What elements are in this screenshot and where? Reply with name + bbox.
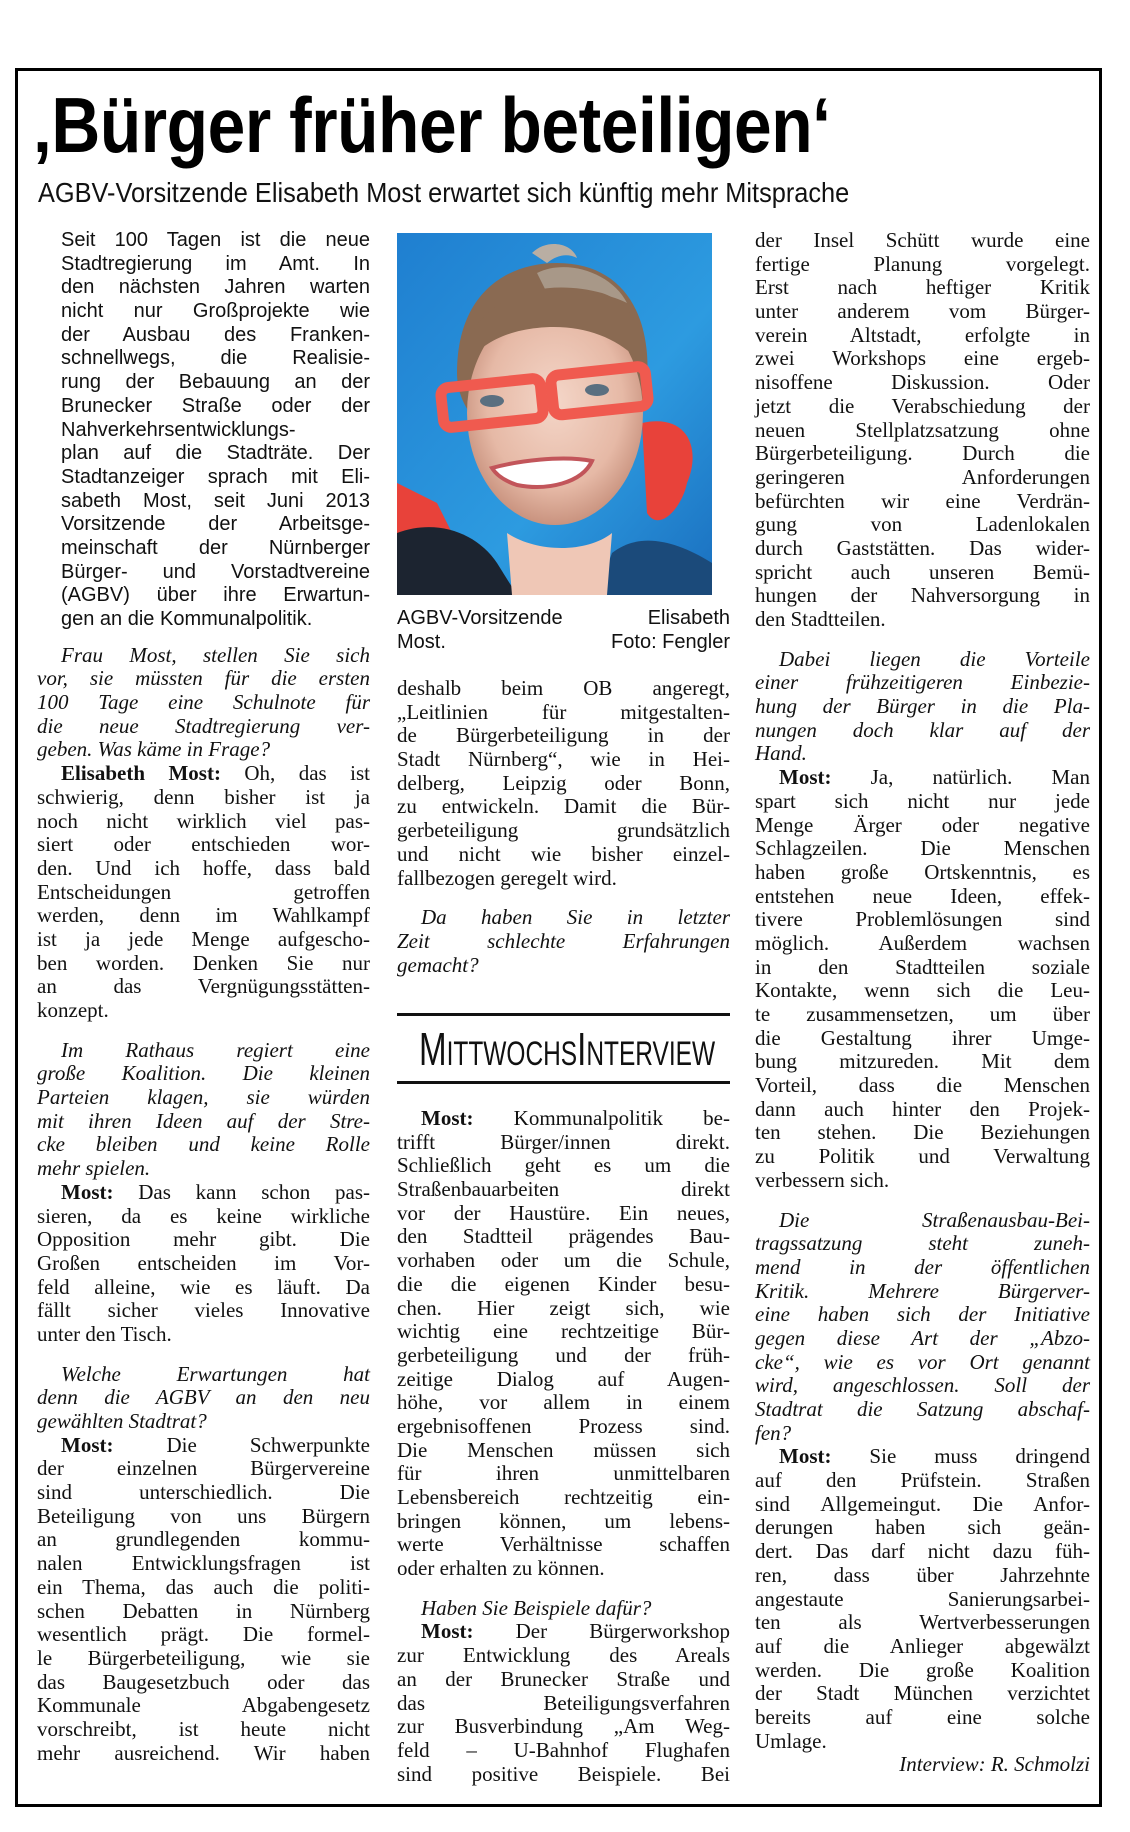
text-line: Bürger- und Vorstadtvereine [61, 560, 370, 583]
text-line: Die Menschen müssen sich [397, 1437, 730, 1462]
portrait-photo [397, 233, 712, 595]
question-7 [755, 1209, 1090, 1446]
text-line: höhe, vor allem in einem [397, 1390, 730, 1415]
text-line: haben große Ortskenntnis, es [755, 859, 1090, 884]
text-line: nicht nur Großprojekte wie [61, 300, 370, 323]
text-line: vor der Haustüre. Ein neues, [397, 1200, 730, 1225]
left-column [37, 229, 370, 1765]
text-line: delberg, Leipzig oder Bonn, [397, 770, 730, 795]
text-line: denn die AGBV an den neu [37, 1385, 370, 1410]
answer-6 [755, 766, 1090, 1192]
text-line: konzept. [37, 998, 109, 1022]
text-line: neuen Stellplatzsatzung ohne [755, 417, 1090, 442]
text-line: bereits auf eine solche [755, 1704, 1090, 1729]
answer-4 [397, 1107, 730, 1581]
speaker-label: Most: [61, 1432, 114, 1457]
text-line: Kritik. Mehrere Bürgerver- [755, 1278, 1090, 1303]
right-column [755, 229, 1090, 1777]
text-line: (AGBV) über ihre Erwartun- [61, 584, 370, 607]
kicker-label: MITTWOCHSINTERVIEW [419, 1023, 716, 1075]
text-line: für ihren unmittelbaren [397, 1461, 730, 1486]
text-line: an der Brunecker Straße und [397, 1666, 730, 1691]
text-line: hung der Bürger in die Pla- [755, 694, 1090, 719]
answer-3 [37, 1434, 370, 1766]
text-line: tragssatzung steht zuneh- [755, 1231, 1090, 1256]
answer-2 [37, 1181, 370, 1347]
text-line: Kommunale Abgabengesetz [37, 1693, 370, 1718]
lead-paragraph [37, 229, 370, 632]
answer-text: Ja, natürlich. Man [831, 765, 1090, 790]
text-line: meinschaft der Nürnberger [61, 536, 370, 559]
text-line: Opposition mehr gibt. Die [37, 1227, 370, 1252]
text-line: oder erhalten zu können. [397, 1556, 605, 1581]
question-4 [397, 906, 730, 977]
text-line: den Stadtteilen. [755, 607, 886, 631]
speaker-label: Most: [421, 1619, 474, 1644]
text-line: große Koalition. Die kleinen [37, 1061, 370, 1086]
text-line: schwierig, denn bisher ist ja [37, 784, 370, 809]
text-line: mend in der öffentlichen [755, 1254, 1090, 1279]
text-line: mehr spielen. [37, 1156, 151, 1181]
answer-first-line [755, 1445, 1090, 1469]
text-line: cke bleiben und keine Rolle [37, 1132, 370, 1157]
middle-column [397, 677, 730, 977]
answer-text: Der Bürgerworkshop [473, 1619, 730, 1644]
answer-first-line [397, 1620, 730, 1644]
text-line: Haben Sie Beispiele dafür? [421, 1595, 652, 1620]
answer-3-continued [397, 677, 730, 890]
text-line: gegen diese Art der „Abzo- [755, 1325, 1090, 1350]
text-line: mit ihren Ideen auf der Stre- [37, 1108, 370, 1133]
text-line: an das Vergnügungsstätten- [37, 974, 370, 999]
text-line: das Baugesetzbuch oder das [37, 1669, 370, 1694]
text-line: der Ausbau des Franken- [61, 323, 370, 346]
speaker-label: Most: [61, 1179, 114, 1204]
subtitle: AGBV-Vorsitzende Elisabeth Most erwartet sich künftig mehr Mitsprache [38, 177, 850, 208]
photo-credit: Foto: Fengler [611, 630, 730, 653]
text-line: zu Politik und Verwaltung [755, 1144, 1090, 1169]
text-line: ein Thema, das auch die politi- [37, 1574, 370, 1599]
text-line: chen. Hier zeigt sich, wie [397, 1295, 730, 1320]
text-line: dert. Das darf nicht dazu füh- [755, 1539, 1090, 1564]
text-line: sieren, da es keine wirkliche [37, 1203, 370, 1228]
answer-7 [755, 1445, 1090, 1753]
text-line: Vorteil, dass die Menschen [755, 1073, 1090, 1098]
question-2 [37, 1039, 370, 1181]
text-line: Schließlich geht es um die [397, 1153, 730, 1178]
text-line: gung von Ladenlokalen [755, 512, 1090, 537]
answer-first-line [37, 1181, 370, 1205]
text-line: sabeth Most, seit Juni 2013 [61, 489, 370, 512]
text-line: Lebensbereich rechtzeitig ein- [397, 1485, 730, 1509]
speaker-label: Most: [421, 1106, 474, 1130]
answer-text: Kommunalpolitik be- [473, 1106, 730, 1130]
byline: Interview: R. Schmolzi [899, 1752, 1090, 1777]
text-line: Seit 100 Tagen ist die neue [61, 229, 370, 251]
text-line: gewählten Stadtrat? [37, 1409, 207, 1433]
text-line: siert oder entschieden wor- [37, 832, 370, 857]
speaker-label: Most: [779, 1444, 832, 1469]
middle-column-lower [397, 1107, 730, 1786]
text-line: wichtig eine rechtzeitige Bür- [397, 1319, 730, 1344]
text-line: Die Straßenausbau-Bei- [779, 1207, 1090, 1232]
answer-5-continued [755, 229, 1090, 632]
caption-text-2: Elisabeth [647, 607, 730, 629]
text-line: und nicht wie bisher einzel- [397, 841, 730, 866]
text-line: eine haben sich der Initiative [755, 1302, 1090, 1327]
text-line: le Bürgerbeteiligung, wie sie [37, 1645, 370, 1670]
text-line: gerbeteiligung und der früh- [397, 1342, 730, 1367]
text-line: Hand. [755, 741, 807, 766]
text-line: bringen können, um lebens- [397, 1508, 730, 1533]
text-line: fällt sicher vieles Innovative [37, 1298, 370, 1323]
text-line: gemacht? [397, 952, 479, 977]
text-line: wird, angeschlossen. Soll der [755, 1373, 1090, 1398]
text-line: „Leitlinien für mitgestalten- [397, 699, 730, 724]
text-line: feld alleine, wie es läuft. Da [37, 1274, 370, 1299]
text-line: rung der Bebauung an der [61, 371, 370, 394]
answer-text: Die Schwerpunkte [113, 1432, 370, 1457]
answer-1 [37, 762, 370, 1023]
text-line: den Stadtteil prägendes Bau- [397, 1224, 730, 1249]
text-line: feld – U-Bahnhof Flughafen [397, 1737, 730, 1762]
text-line: Stadtregierung im Amt. In [61, 252, 370, 275]
section-kicker [397, 1013, 730, 1083]
text-line: Entscheidungen getroffen [37, 879, 370, 904]
text-line: einer frühzeitigeren Einbezie- [755, 670, 1090, 695]
text-line: Großen entscheiden im Vor- [37, 1250, 370, 1275]
text-line: sind Allgemeingut. Die Anfor- [755, 1491, 1090, 1516]
text-line: das Beteiligungsverfahren [397, 1690, 730, 1715]
text-line: tivere Problemlösungen sind [755, 907, 1090, 932]
text-line: deshalb beim OB angeregt, [397, 676, 730, 700]
text-line: ten als Wertverbesserungen [755, 1610, 1090, 1635]
text-line: ten stehen. Die Beziehungen [755, 1120, 1090, 1145]
text-line: Da haben Sie in letzter [421, 905, 730, 930]
text-line: Stadtrat die Satzung abschaf- [755, 1397, 1090, 1421]
text-line: Beteiligung von uns Bürgern [37, 1503, 370, 1528]
text-line: vorhaben oder um die Schule, [397, 1248, 730, 1273]
text-line: geringeren Anforderungen [755, 464, 1090, 489]
text-line: schen Debatten in Nürnberg [37, 1598, 370, 1623]
text-line: Dabei liegen die Vorteile [779, 646, 1090, 671]
text-line: nisoffene Diskussion. Oder [755, 370, 1090, 395]
text-line: werden, denn im Wahlkampf [37, 903, 370, 928]
text-line: zur Entwicklung des Areals [397, 1643, 730, 1668]
text-line: Stadt Nürnberg“, wie in Hei- [397, 747, 730, 772]
text-line: Im Rathaus regiert eine [61, 1037, 370, 1062]
text-line: befürchten wir eine Verdrän- [755, 488, 1090, 513]
text-line: Welche Erwartungen hat [61, 1361, 370, 1386]
text-line: unter anderem vom Bürger- [755, 299, 1090, 324]
text-line: gerbeteiligung grundsätzlich [397, 818, 730, 843]
answer-first-line [397, 1107, 730, 1131]
text-line: dann auch hinter den Projek- [755, 1096, 1090, 1121]
text-line: Straßenbauarbeiten direkt [397, 1177, 730, 1202]
text-line: de Bürgerbeteiligung in der [397, 723, 730, 748]
text-line: zwei Workshops eine ergeb- [755, 346, 1090, 371]
text-line: unter den Tisch. [37, 1321, 172, 1346]
caption-text-3: Most. [397, 630, 446, 653]
answer-first-line [37, 762, 370, 786]
answer-text: Oh, das ist [220, 761, 370, 786]
text-line: Schlagzeilen. Die Menschen [755, 836, 1090, 861]
text-line: mehr ausreichend. Wir haben [37, 1740, 370, 1765]
text-line: der Stadt München verzichtet [755, 1681, 1090, 1706]
text-line: die neue Stadtregierung ver- [37, 713, 370, 738]
text-line: ren, dass über Jahrzehnte [755, 1562, 1090, 1587]
question-3 [37, 1363, 370, 1434]
text-line: werden. Die große Koalition [755, 1657, 1090, 1682]
text-line: werte Verhältnisse schaffen [397, 1532, 730, 1557]
text-line: trifft Bürger/innen direkt. [397, 1129, 730, 1154]
text-line: hungen der Nahversorgung in [755, 583, 1090, 608]
text-line: der Insel Schütt wurde eine [755, 228, 1090, 252]
text-line: vorschreibt, ist heute nicht [37, 1716, 370, 1741]
text-line: spart sich nicht nur jede [755, 788, 1090, 813]
text-line: entstehen neue Ideen, effek- [755, 883, 1090, 908]
text-line: Frau Most, stellen Sie sich [61, 642, 370, 667]
answer-first-line [37, 1434, 370, 1458]
text-line: auf die Anlieger abgewälzt [755, 1633, 1090, 1658]
text-line: jetzt die Verabschiedung der [755, 393, 1090, 418]
answer-first-line [755, 766, 1090, 790]
text-line: derungen haben sich geän- [755, 1515, 1090, 1540]
text-line: ben worden. Denken Sie nur [37, 950, 370, 975]
text-line: bung mitzureden. Mit dem [755, 1049, 1090, 1074]
text-line: angestaute Sanierungsarbei- [755, 1586, 1090, 1611]
text-line: Kontakte, wenn sich die Leu- [755, 978, 1090, 1003]
text-line: zeitige Dialog auf Augen- [397, 1366, 730, 1391]
text-line: wesentlich prägt. Die formel- [37, 1622, 370, 1647]
question-1 [37, 644, 370, 762]
text-line: in den Stadtteilen soziale [755, 954, 1090, 979]
text-line: Vorsitzende der Arbeitsge- [61, 513, 370, 536]
text-line: vor, sie müssten für die ersten [37, 666, 370, 691]
question-6 [755, 648, 1090, 766]
answer-5 [397, 1620, 730, 1786]
answer-text: Das kann schon pas- [113, 1179, 370, 1204]
kicker-rule-top [397, 1013, 730, 1016]
text-line: nungen doch klar auf der [755, 717, 1090, 742]
text-line: Umlage. [755, 1728, 827, 1753]
text-line: Bürgerbeteiligung. Durch die [755, 441, 1090, 466]
text-line: plan auf die Stadträte. Der [61, 442, 370, 465]
text-line: noch nicht wirklich viel pas- [37, 808, 370, 833]
text-line: 100 Tage eine Schulnote für [37, 690, 370, 715]
headline: ‚Bürger früher beteiligen‘ [33, 81, 831, 169]
speaker-label: Elisabeth Most: [61, 761, 221, 786]
text-line: ergebnisoffenen Prozess sind. [397, 1413, 730, 1438]
text-line: fen? [755, 1420, 792, 1445]
text-line: durch Gaststätten. Das wider- [755, 535, 1090, 560]
text-line: schnellwegs, die Realisie- [61, 347, 370, 370]
text-line: Zeit schlechte Erfahrungen [397, 928, 730, 953]
text-line: an grundlegenden kommu- [37, 1527, 370, 1552]
text-line: Erst nach heftiger Kritik [755, 275, 1090, 300]
text-line: Parteien klagen, sie würden [37, 1085, 370, 1110]
text-line: fallbezogen geregelt wird. [397, 865, 617, 890]
text-line: te zusammensetzen, um über [755, 1002, 1090, 1026]
text-line: Stadtanzeiger sprach mit Eli- [61, 465, 370, 488]
text-line: den. Und ich hoffe, dass bald [37, 855, 370, 880]
text-line: nalen Entwicklungsfragen ist [37, 1551, 370, 1576]
text-line: Menge Ärger oder negative [755, 812, 1090, 837]
photo-caption [397, 607, 730, 654]
text-line: der einzelnen Bürgervereine [37, 1456, 370, 1481]
text-line: zur Busverbindung „Am Weg- [397, 1714, 730, 1739]
text-line: Nahverkehrsentwicklungs- [61, 418, 296, 441]
text-line: die die eigenen Kinder besu- [397, 1271, 730, 1296]
speaker-label: Most: [779, 765, 832, 790]
text-line: auf den Prüfstein. Straßen [755, 1468, 1090, 1493]
text-line: geben. Was käme in Frage? [37, 737, 271, 762]
text-line: zu entwickeln. Damit die Bür- [397, 794, 730, 819]
text-line: verein Altstadt, erfolgte in [755, 322, 1090, 347]
kicker-rule-bottom [397, 1081, 730, 1084]
text-line: Brunecker Straße oder der [61, 394, 370, 417]
text-line: sind unterschiedlich. Die [37, 1480, 370, 1505]
caption-text-1: AGBV-Vorsitzende [397, 607, 563, 629]
text-line: gen an die Kommunalpolitik. [61, 608, 313, 630]
text-line: fertige Planung vorgelegt. [755, 251, 1090, 276]
text-line: spricht auch unseren Bemü- [755, 559, 1090, 584]
text-line: die Gestaltung ihrer Umge- [755, 1025, 1090, 1050]
text-line: ist ja jede Menge aufgescho- [37, 926, 370, 951]
text-line: cke“, wie es vor Ort genannt [755, 1349, 1090, 1374]
text-line: möglich. Außerdem wachsen [755, 930, 1090, 955]
text-line: sind positive Beispiele. Bei [397, 1761, 730, 1786]
answer-text: Sie muss dringend [831, 1444, 1090, 1469]
question-5 [397, 1597, 730, 1621]
text-line: den nächsten Jahren warten [61, 276, 370, 299]
text-line: verbessern sich. [755, 1167, 890, 1192]
